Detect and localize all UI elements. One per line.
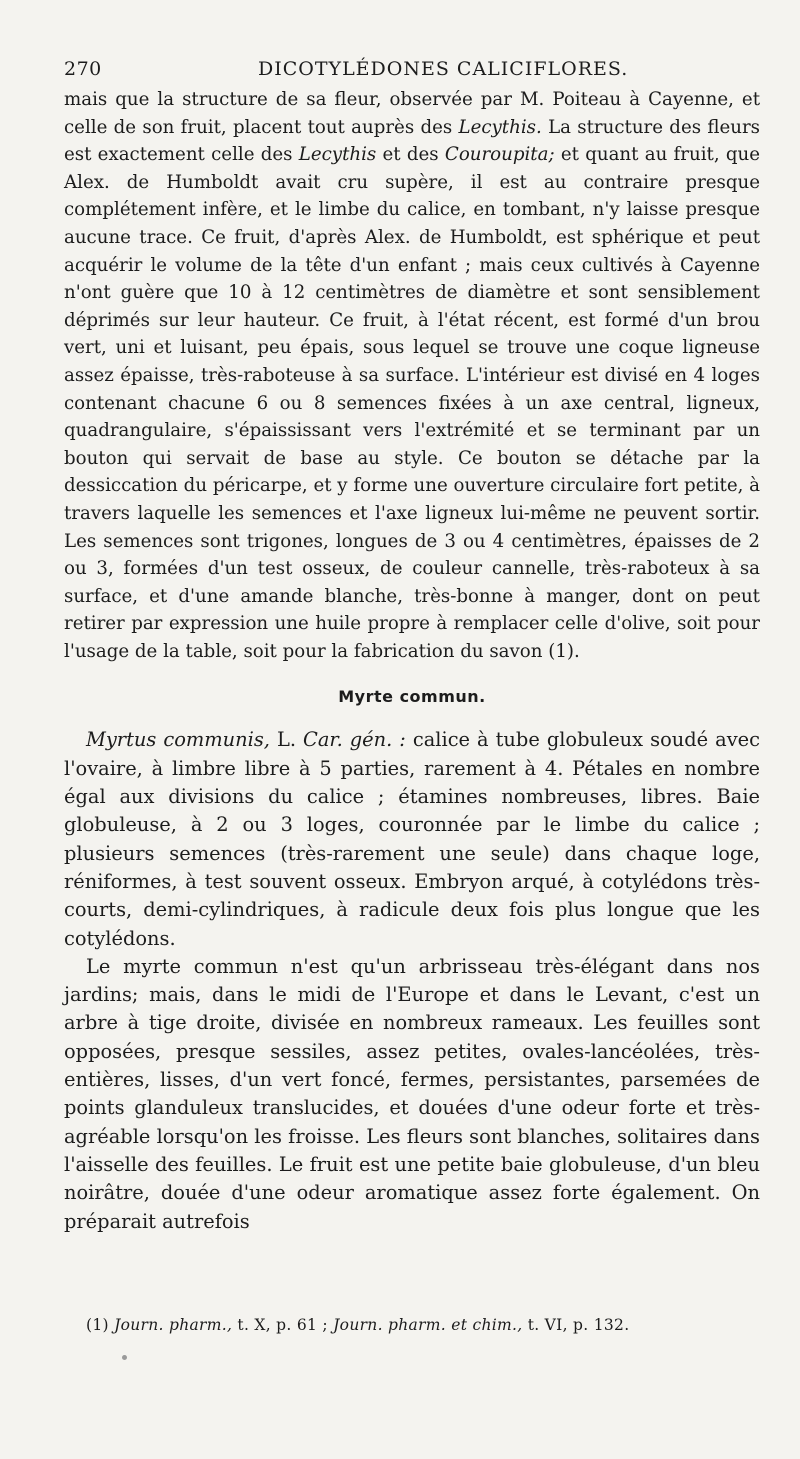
footnote-marker: (1) (86, 1316, 115, 1334)
paragraph-myrtle-description: Le myrte commun n'est qu'un arbrisseau très-élégant dans nos jardins; mais, dans le midi de l'Europe et dans le Levant, c'est un arbre à tige droite, divisée en nombreux rameaux. Les feuilles sont opposées, presque sessiles, assez petites, ovales-lancéolées, très-entières, lisses, d'un vert foncé, fermes, persistantes, parsemées de points glanduleux translucides, et douées d'une odeur forte et très-agréable lorsqu'on les froisse. Les fleurs sont blanches, solitaires dans l'aisselle des feuilles. Le fruit est une petite baie globuleuse, d'un bleu noirâtre, douée d'une odeur aromatique assez forte également. On préparait autrefois (64, 954, 760, 1233)
section-heading: Myrte commun. (338, 687, 486, 707)
footnote (86, 1316, 629, 1334)
text-run: et quant au fruit, que Alex. de Humboldt avait cru supère, il est au contraire presque complétement infère, et le limbe du calice, en tombant, n'y laisse presque aucune trace. Ce fruit, d'après Alex. de Humboldt, est sphérique et peut acquérir le volume de la tête d'un enfant ; mais ceux cultivés à Cayenne n'ont guère que 10 à 12 centimètres de diamètre et sont sensiblement déprimés sur leur hauteur. Ce fruit, à l'état récent, est formé d'un brou vert, uni et luisant, peu épais, sous lequel se trouve une coque ligneuse assez épaisse, très-raboteuse à sa surface. L'intérieur est divisé en 4 loges contenant chacune 6 ou 8 semences fixées à un axe central, ligneux, quadrangulaire, s'épaississant vers l'extrémité et se terminant par un bouton qui servait de base au style. Ce bouton se détache par la dessiccation du péricarpe, et y forme une ouverture circulaire fort petite, à travers laquelle les semences et l'axe ligneux lui-même ne peuvent sortir. Les semences sont trigones, longues de 3 ou 4 centimètres, épaisses de 2 ou 3, formées d'un test osseux, de couleur cannelle, très-raboteux à sa surface, et d'une amande blanche, très-bonne à manger, dont on peut retirer par expression une huile propre à remplacer celle d'olive, soit pour l'usage de la table, soit pour la fabrication du savon (1). (64, 144, 760, 662)
text-run: t. VI, p. 132. (522, 1316, 630, 1334)
text-run: t. X, p. 61 ; (232, 1316, 334, 1334)
italic-journal: Journ. pharm., (114, 1316, 233, 1334)
text-run: calice à tube globuleux soudé avec l'ovaire, à limbre libre à 5 parties, rarement à 4. Pétales en nombre égal aux divisions du calice ; étamines nombreuses, libres. Baie globuleuse, à 2 ou 3 loges, couronnée par le limbe du calice ; plusieurs semences (très-rarement une seule) dans chaque loge, réniformes, à test souvent osseux. Embryon arqué, à cotylédons très-courts, demi-cylindriques, à radicule deux fois plus longue que les cotylédons. (64, 728, 760, 950)
text-run: mais que la structure de sa fleur, observée par M. Poiteau à Cayenne, et celle de son fruit, placent tout auprès des (64, 89, 760, 138)
italic-genus: Lecythis. (458, 116, 542, 138)
italic-genus: Couroupita; (444, 144, 555, 166)
italic-genus: Lecythis (298, 144, 377, 166)
text-run: et des (376, 144, 445, 166)
italic-journal: Journ. pharm. et chim., (333, 1316, 523, 1334)
paragraph-myrtus-characters (64, 726, 760, 952)
text-run: La structure des fleurs est exactement celle des (64, 116, 760, 166)
text-run: L. (269, 728, 304, 752)
running-head (64, 50, 760, 86)
ink-speck (122, 1355, 127, 1360)
italic-species-name: Myrtus communis, (86, 728, 270, 752)
page-number: 270 (64, 58, 102, 80)
paragraph-lecythis-fruit (64, 86, 760, 665)
running-title: DICOTYLÉDONES CALICIFLORES. (258, 58, 629, 80)
italic-label: Car. gén. : (303, 728, 406, 752)
